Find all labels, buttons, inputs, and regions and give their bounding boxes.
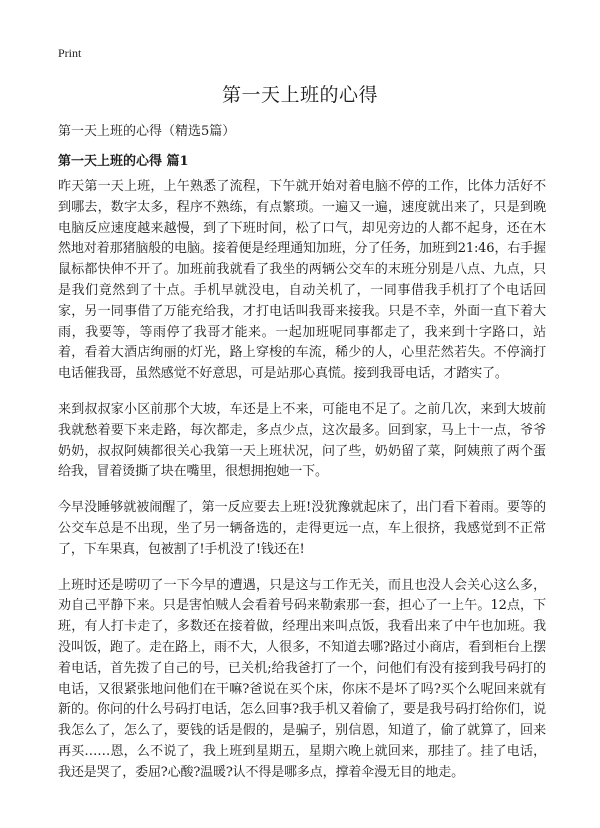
section-heading: 第一天上班的心得 篇1 bbox=[58, 154, 189, 169]
paragraph-1: 昨天第一天上班，上午熟悉了流程，下午就开始对着电脑不停的工作，比体力活好不到哪去，数字太多，程序不熟练，有点繁琐。一遍又一遍，速度就出来了，只是到晚电脑反应速度越来越慢，到了下班时间，松了口气，却见旁边的人都不起身，还在木然地对着那猪脑般的电脑。接着便是经理通知加班，分了任务，加班到21:46，右手握鼠标都快伸不开了。加班前我就看了我坐的两辆公交车的末班分别是八点、九点，只是我们竟然到了十点。手机早就没电，自动关机了，一同事借我手机打了个电话回家，另一同事借了万能充给我，才打电话叫我哥来接我。只是不幸，外面一直下着大雨，我要等，等雨停了我哥才能来。一起加班呢同事都走了，我来到十字路口，站着，看着大酒店绚丽的灯光，路上穿梭的车流，稀少的人，心里茫然若失。不停滴打电话催我哥，虽然感觉不好意思，可是站那心真慌。接到我哥电话，才踏实了。 bbox=[58, 179, 546, 382]
paragraph-2: 来到叔叔家小区前那个大坡，车还是上不来，可能电不足了。之前几次，来到大坡前我就愁着要下来走路，每次都走，多点少点，这次最多。回到家，马上十一点，爷爷奶奶，叔叔阿姨都很关心我第一天上班状况，问了些，奶奶留了菜，阿姨煎了两个蛋给我，冒着烫撕了块在嘴里，很想拥抱她一下。 bbox=[58, 401, 546, 480]
paragraph-3: 今早没睡够就被闹醒了，第一反应要去上班!没犹豫就起床了，出门看下着雨。要等的公交车总是不出现，坐了另一辆备选的，走得更远一点，车上很挤，我感觉到不正常了，下车果真，包被割了!手机没了!钱还在! bbox=[58, 500, 546, 557]
paragraph-4: 上班时还是唠叨了一下今早的遭遇，只是这与工作无关，而且也没人会关心这么多，劝自己平静下来。只是害怕贼人会看着号码来勒索那一套，担心了一上午。12点，下班，有人打卡走了，多数还在接着做，经理出来叫点饭，我看出来了中午也加班。我没叫饭，跑了。走在路上，雨不大，人很多，不知道去哪?路过小商店，看到柜台上摆着电话，首先拨了自己的号，已关机;给我爸打了一个，问他们有没有接到我号码打的电话，又很紧张地问他们在干嘛?爸说在买个床，你床不是坏了吗?买个么呢回来就有新的。你问的什么号码打电话，怎么回事?我手机又着偷了，要是我号码打给你们，说我怎么了，怎么了，要钱的话是假的，是骗子，别信恩，知道了，偷了就算了，回来再买……恩，么不说了，我上班到星期五，星期六晚上就回来，那挂了。挂了电话，我还是哭了，委屈?心酸?温暖?认不得是哪多点，撑着伞漫无目的地走。 bbox=[58, 577, 546, 780]
article-body bbox=[58, 177, 546, 799]
print-link[interactable]: Print bbox=[58, 46, 82, 60]
document-subtitle: 第一天上班的心得（精选5篇） bbox=[58, 124, 236, 139]
page-title: 第一天上班的心得 bbox=[221, 84, 378, 106]
